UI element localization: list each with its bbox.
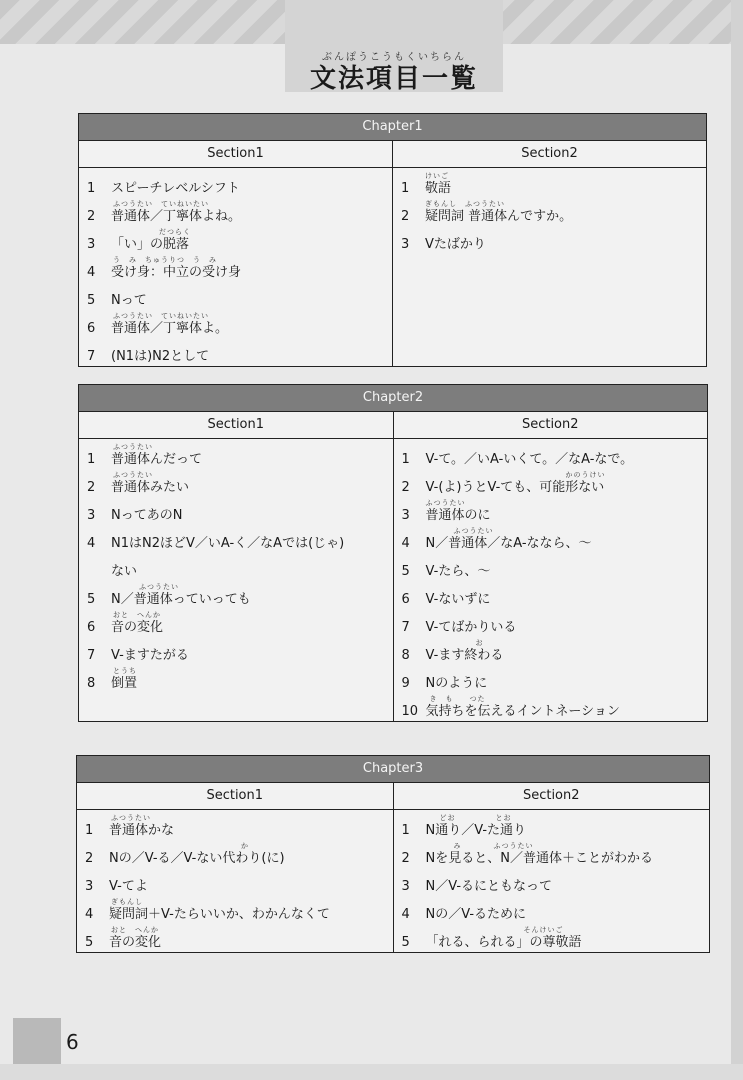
page-title: 文法項目一覧 bbox=[309, 64, 478, 94]
list-item: う み ちゅうりつ う み 4 受け身：中立の受け身 bbox=[87, 256, 242, 280]
chapter-1-table bbox=[78, 113, 707, 367]
list-item: ふつうたい 2 普通体みたい bbox=[87, 471, 190, 495]
chapter-2-section-header bbox=[79, 412, 707, 439]
list-item: 1 V-て。／いA-いくて。／なA-なで。 bbox=[401, 452, 634, 467]
list-item: どお とお 1 N通り／V-た通り bbox=[401, 814, 527, 838]
chapter-1-section2-list bbox=[393, 168, 706, 366]
list-item: み ふつうたい 2 Nを見ると、N／普通体＋ことがわかる bbox=[401, 842, 653, 866]
list-item: とうち 8 倒置 bbox=[87, 667, 138, 691]
list-item: ぎもんし ふつうたい 2 疑問詞 普通体んですか。 bbox=[401, 200, 573, 224]
list-item: 4 N1はN2ほどV／いA-く／なAでは(じゃ) bbox=[87, 536, 345, 551]
list-item: か 2 Nの／V-る／V-ない代わり(に) bbox=[85, 842, 285, 866]
page-tab bbox=[13, 1018, 61, 1064]
list-item: 4 Nの／V-るために bbox=[401, 907, 527, 922]
section1-header: Section1 bbox=[77, 783, 394, 809]
list-item: だつらく 3 「い」の脱落 bbox=[87, 228, 191, 252]
list-item: 7 V-てばかりいる bbox=[401, 620, 517, 635]
list-item: ふつうたい 3 普通体のに bbox=[401, 499, 491, 523]
list-item: ふつうたい ていねいたい 6 普通体／丁寧体よ。 bbox=[87, 312, 229, 336]
list-item: おと へんか 6 音の変化 bbox=[87, 611, 164, 635]
title-block bbox=[285, 0, 503, 92]
list-item: き も つた 10 気持ちを伝えるイントネーション bbox=[401, 695, 620, 719]
chapter-3-heading: Chapter3 bbox=[77, 756, 709, 783]
page-number: 6 bbox=[66, 1030, 79, 1054]
section1-header: Section1 bbox=[79, 412, 394, 438]
list-item: 7 V-ますたがる bbox=[87, 648, 189, 663]
list-item: 3 N／V-るにともなって bbox=[401, 879, 553, 894]
list-item: 3 Vたばかり bbox=[401, 237, 486, 252]
list-item: ふつうたい 1 普通体かな bbox=[85, 814, 175, 838]
section1-header: Section1 bbox=[79, 141, 393, 167]
page-bottom-edge bbox=[0, 1064, 743, 1080]
chapter-2-section1-list bbox=[79, 439, 394, 721]
page-edge bbox=[731, 0, 743, 1080]
list-item: そんけいご 5 「れる、られる」の尊敬語 bbox=[401, 926, 582, 950]
section2-header: Section2 bbox=[521, 417, 579, 432]
list-item: 7 (N1は)N2として bbox=[87, 349, 210, 364]
list-item: 5 V-たら、〜 bbox=[401, 564, 491, 579]
list-item: 3 NってあのN bbox=[87, 508, 183, 523]
list-item: ふつうたい 1 普通体んだって bbox=[87, 443, 203, 467]
chapter-2-section2-list bbox=[394, 439, 708, 721]
list-item: かのうけい 2 V-(よ)うとV-ても、可能形ない bbox=[401, 471, 606, 495]
chapter-2-table bbox=[78, 384, 708, 722]
chapter-1-section-header bbox=[79, 141, 706, 168]
list-item: けいご 1 敬語 bbox=[401, 172, 452, 196]
chapter-3-section1-list bbox=[77, 810, 394, 952]
chapter-2-heading: Chapter2 bbox=[79, 385, 707, 412]
list-item: 6 V-ないずに bbox=[401, 592, 491, 607]
list-item: 9 Nのように bbox=[401, 676, 488, 691]
chapter-3-section-header bbox=[77, 783, 709, 810]
list-item: おと へんか 5 音の変化 bbox=[85, 926, 162, 950]
list-item: ふつうたい 5 N／普通体っていっても bbox=[87, 583, 251, 607]
chapter-3-section2-list bbox=[394, 810, 710, 952]
list-item: ない bbox=[111, 564, 138, 579]
section2-header: Section2 bbox=[521, 146, 578, 161]
list-item: ぎもんし 4 疑問詞＋V-たらいいか、わかんなくて bbox=[85, 898, 330, 922]
list-item: ふつうたい ていねいたい 2 普通体／丁寧体よね。 bbox=[87, 200, 242, 224]
chapter-1-heading: Chapter1 bbox=[79, 114, 706, 141]
title-ruby: ぶんぽうこうもくいちらん bbox=[322, 52, 466, 63]
list-item: ふつうたい 4 N／普通体／なA-ななら、〜 bbox=[401, 527, 592, 551]
list-item: 5 Nって bbox=[87, 293, 147, 308]
list-item: お 8 V-ます終わる bbox=[401, 639, 504, 663]
list-item: 1 スピーチレベルシフト bbox=[87, 181, 240, 196]
section2-header: Section2 bbox=[522, 788, 580, 803]
chapter-3-table bbox=[76, 755, 710, 953]
list-item: 3 V-てよ bbox=[85, 879, 148, 894]
chapter-1-section1-list bbox=[79, 168, 393, 366]
